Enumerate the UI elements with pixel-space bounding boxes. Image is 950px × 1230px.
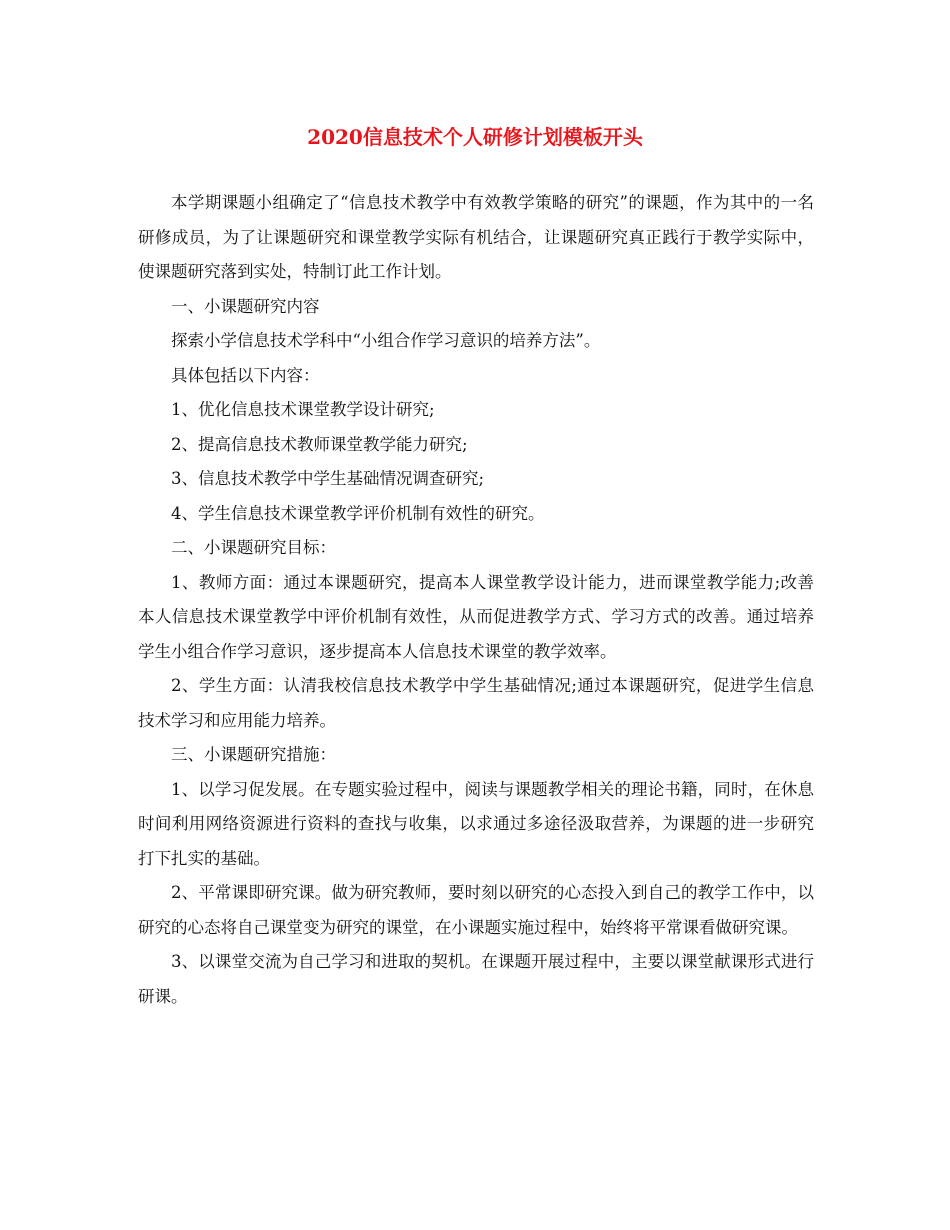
paragraph: 1、教师方面：通过本课题研究，提高本人课堂教学设计能力，进而课堂教学能力;改善本人信息技术课堂教学中评价机制有效性，从而促进教学方式、学习方式的改善。通过培养学生小组合作学习意识，逐步提高本人信息技术课堂的教学效率。 <box>138 572 814 661</box>
document-title: 2020信息技术个人研修计划模板开头 <box>307 125 643 149</box>
list-item: 2、提高信息技术教师课堂教学能力研究; <box>171 434 468 454</box>
paragraph: 2、学生方面：认清我校信息技术教学中学生基础情况;通过本课题研究，促进学生信息技术学习和应用能力培养。 <box>138 676 814 730</box>
list-item: 3、信息技术教学中学生基础情况调查研究; <box>171 469 485 488</box>
list-item: 1、优化信息技术课堂教学设计研究; <box>171 400 435 419</box>
paragraph: 2、平常课即研究课。做为研究教师，要时刻以研究的心态投入到自己的教学工作中，以研究的心态将自己课堂变为研究的课堂，在小课题实施过程中，始终将平常课看做研究课。 <box>138 883 814 937</box>
section-heading-content: 一、小课题研究内容 <box>171 296 320 316</box>
document-body <box>138 186 814 1014</box>
paragraph: 探索小学信息技术学科中“小组合作学习意识的培养方法”。 <box>171 331 601 350</box>
section-heading-measures: 三、小课题研究措施： <box>171 745 336 764</box>
list-item: 4、学生信息技术课堂教学评价机制有效性的研究。 <box>171 503 545 523</box>
paragraph: 3、以课堂交流为自己学习和进取的契机。在课题开展过程中，主要以课堂献课形式进行研课。 <box>138 952 814 1006</box>
section-heading-goals: 二、小课题研究目标： <box>171 538 336 557</box>
paragraph: 具体包括以下内容： <box>171 365 320 385</box>
paragraph: 1、以学习促发展。在专题实验过程中，阅读与课题教学相关的理论书籍，同时，在休息时间利用网络资源进行资料的查找与收集，以求通过多途径汲取营养，为课题的进一步研究打下扎实的基础。 <box>138 779 814 868</box>
paragraph-intro: 本学期课题小组确定了“信息技术教学中有效教学策略的研究”的课题，作为其中的一名研修成员，为了让课题研究和课堂教学实际有机结合，让课题研究真正践行于教学实际中，使课题研究落到实处，特制订此工作计划。 <box>138 193 814 281</box>
